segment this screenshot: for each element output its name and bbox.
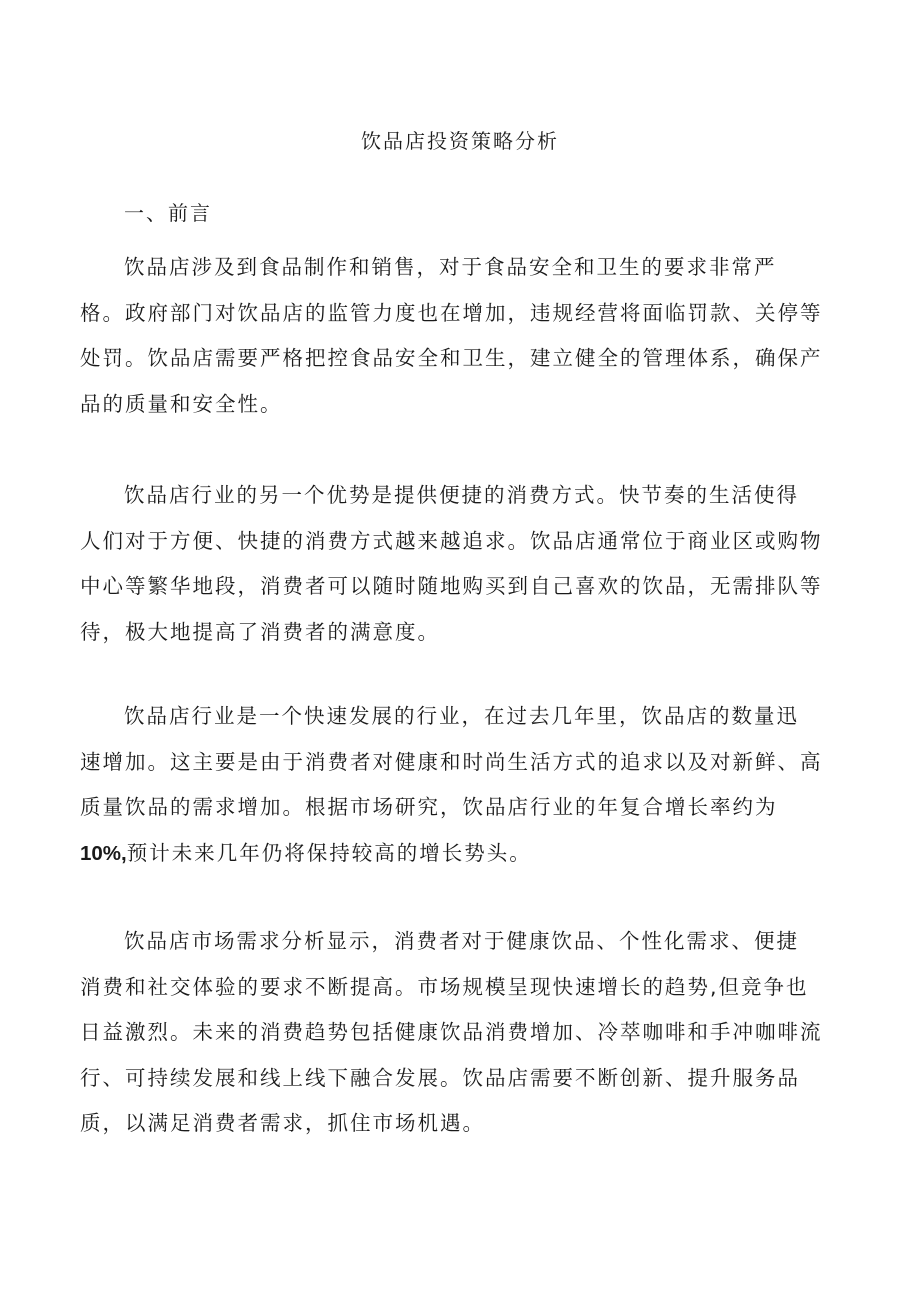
paragraph-2 [80,480,842,662]
paragraph-line-text: 预计未来几年仍将保持较高的增长势头。 [126,840,532,865]
paragraph-3 [80,701,842,883]
paragraph-line: 饮品店行业是一个快速发展的行业，在过去几年里，饮品店的数量迅 [124,704,799,728]
paragraph-line: 中心等繁华地段，消费者可以随时随地购买到自己喜欢的饮品，无需排队等 [80,574,823,598]
paragraph-line: 行、可持续发展和线上线下融合发展。饮品店需要不断创新、提升服务品 [80,1065,800,1090]
paragraph-line: 饮品店市场需求分析显示，消费者对于健康饮品、个性化需求、便捷 [124,929,799,953]
paragraph-line: 饮品店涉及到食品制作和销售，对于食品安全和卫生的要求非常严 [124,255,777,279]
paragraph-line: 质，以满足消费者需求，抓住市场机遇。 [80,1111,485,1135]
document-title: 饮品店投资策略分析 [361,129,559,153]
paragraph-line: 品的质量和安全性。 [80,391,283,416]
paragraph-line: 处罚。饮品店需要严格把控食品安全和卫生，建立健全的管理体系，确保产 [80,346,823,370]
paragraph-line: 待，极大地提高了消费者的满意度。 [80,619,440,644]
paragraph-line: 人们对于方便、快捷的消费方式越来越追求。饮品店通常位于商业区或购物 [80,528,823,553]
growth-rate-value: 10%, [80,841,127,865]
paragraph-line: 质量饮品的需求增加。根据市场研究，饮品店行业的年复合增长率约为 [80,795,778,819]
paragraph-line: 饮品店行业的另一个优势是提供便捷的消费方式。快节奏的生活使得 [124,483,799,507]
paragraph-line-with-number [80,838,842,884]
paragraph-line: 日益激烈。未来的消费趋势包括健康饮品消费增加、冷萃咖啡和手冲咖啡流 [80,1020,823,1044]
paragraph-1 [80,252,842,434]
paragraph-line: 速增加。这主要是由于消费者对健康和时尚生活方式的追求以及对新鲜、高 [80,749,823,774]
section-heading: 一、前言 [124,201,212,225]
paragraph-line: 消费和社交体验的要求不断提高。市场规模呈现快速增长的趋势,但竞争也 [80,974,809,999]
paragraph-4 [80,926,842,1154]
paragraph-line: 格。政府部门对饮品店的监管力度也在增加，违规经营将面临罚款、关停等 [80,300,823,325]
